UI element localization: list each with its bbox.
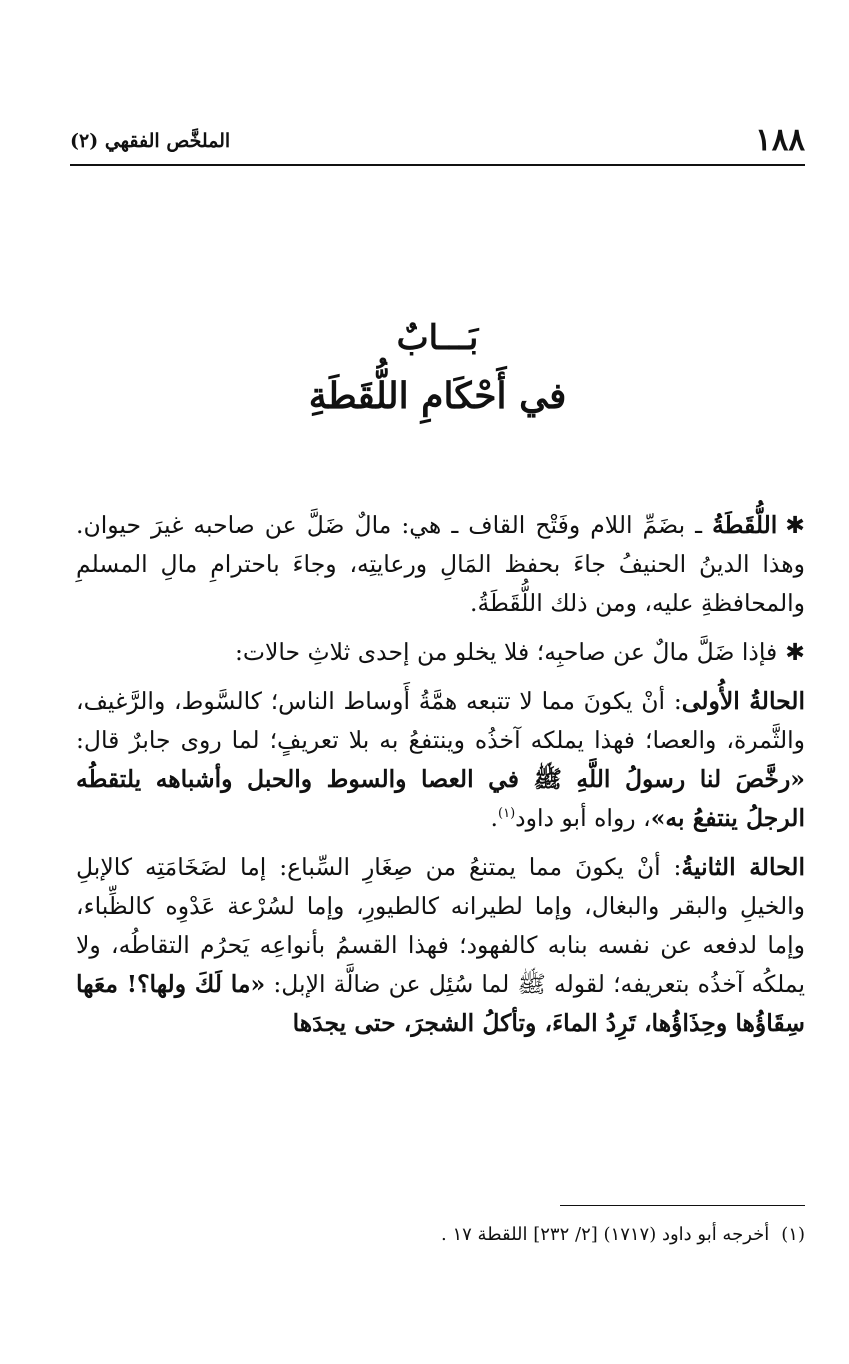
- footnote-reference: (١): [498, 806, 516, 822]
- first-case-end: .: [490, 804, 498, 832]
- first-case-heading: الحالةُ الأُولى: [681, 687, 805, 715]
- paragraph-first-case: [76, 682, 805, 838]
- running-title: الملخَّص الفقهي (٢): [70, 130, 231, 152]
- main-text: [76, 506, 805, 1053]
- footnote-text: أخرجه أبو داود (١٧١٧) [٢/ ٢٣٢] اللقطة ١٧ .: [441, 1224, 770, 1245]
- footnote: [70, 1220, 805, 1250]
- second-case-hadith: «ما لَكَ ولها؟! معَها سِقَاؤُها وحِذَاؤُها، تَرِدُ الماءَ، وتأكلُ الشجرَ، حتى يجدَها: [76, 970, 805, 1037]
- cases-intro-text: فإذا ضَلَّ مالٌ عن صاحبِه؛ فلا يخلو من إحدى ثلاثِ حالات:: [234, 638, 778, 666]
- star-icon: ✱: [785, 511, 805, 539]
- star-icon: ✱: [785, 638, 805, 666]
- first-case-hadith: «رخَّصَ لنا رسولُ اللَّهِ ﷺ في العصا والسوط والحبل وأشباهه يلتقطُه الرجلُ ينتفعُ به»: [76, 765, 805, 832]
- footnote-divider: [560, 1205, 805, 1206]
- second-case-heading: الحالة الثانيةُ: [681, 853, 805, 881]
- paragraph-second-case: [76, 848, 805, 1043]
- term-luqata: اللُّقَطَةُ: [712, 511, 778, 539]
- second-case-text: : أنْ يكونَ مما يمتنعُ من صِغَارِ السِّباع: إما لضَخَامَتِه كالإبلِ والخيلِ والبقر والبغال، وإما لطيرانه كالطيورِ، وإما لسُرْعة عَدْوِه كالظِّباء، وإما لدفعه عن نفسه بنابه كالفهود؛ فهذا القسمُ بأنواعِه يَحرُم التقاطُه، ولا يملكُه آخذُه بتعريفه؛ لقوله ﷺ لما سُئِل عن ضالَّة الإبل:: [76, 853, 805, 998]
- first-case-text: : أنْ يكونَ مما لا تتبعه همَّةُ أَوساط الناس؛ كالسَّوط، والرَّغيف، والثَّمرة، والعصا؛ فهذا يملكه آخذُه وينتفعُ به بلا تعريفٍ؛ لما روى جابرٌ قال:: [76, 687, 805, 754]
- page-number: ١٨٨: [755, 122, 805, 158]
- chapter-heading: [70, 310, 805, 426]
- paragraph-cases-intro: [76, 633, 805, 672]
- page-header: [70, 118, 805, 166]
- first-case-source: ، رواه أبو داود: [515, 804, 651, 832]
- footnote-marker: (١): [781, 1224, 805, 1245]
- paragraph-definition: [76, 506, 805, 623]
- chapter-title: في أَحْكَامِ اللُّقَطَةِ: [308, 375, 567, 417]
- definition-text: ـ بضَمِّ اللام وفَتْح القاف ـ هي: مالٌ ضَلَّ عن صاحبه غيرَ حيوان. وهذا الدينُ الحنيفُ جاءَ بحفظ المَالِ ورعايتِه، وجاءَ باحترامِ مالِ المسلمِ والمحافظةِ عليه، ومن ذلك اللُّقَطَةُ.: [76, 511, 805, 617]
- chapter-label: بَـــابٌ: [396, 318, 479, 358]
